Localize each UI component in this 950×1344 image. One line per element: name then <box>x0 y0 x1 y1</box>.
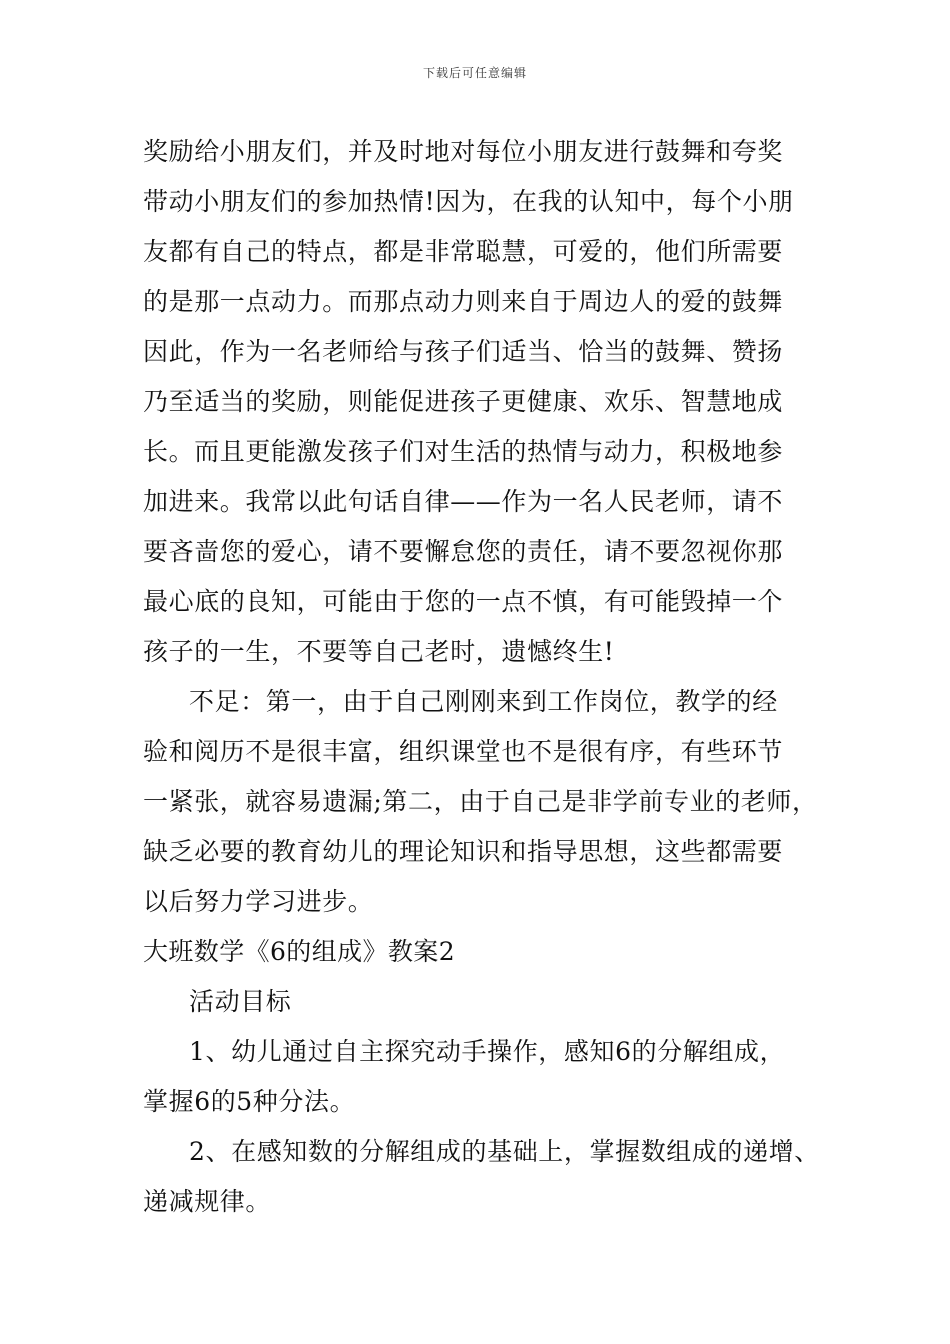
subheading-activity-goals: 活动目标 <box>189 987 292 1016</box>
paragraph-line: 不足：第一，由于自己刚刚来到工作岗位，教学的经 <box>189 687 778 716</box>
paragraph-line: 因此，作为一名老师给与孩子们适当、恰当的鼓舞、赞扬 <box>143 337 784 366</box>
paragraph-line: 加进来。我常以此句话自律——作为一名人民老师，请不 <box>143 487 784 516</box>
paragraph-line: 以后努力学习进步。 <box>143 887 374 916</box>
paragraph-line: 的是那一点动力。而那点动力则来自于周边人的爱的鼓舞 <box>143 287 784 316</box>
paragraph-line: 带动小朋友们的参加热情!因为，在我的认知中，每个小朋 <box>143 187 794 216</box>
paragraph-line: 要吝啬您的爱心，请不要懈怠您的责任，请不要忽视你那 <box>143 537 784 566</box>
paragraph-line: 一紧张，就容易遗漏;第二，由于自己是非学前专业的老师， <box>143 787 818 816</box>
paragraph-line: 长。而且更能激发孩子们对生活的热情与动力，积极地参 <box>143 437 784 466</box>
document-body <box>143 127 823 1227</box>
paragraph-line: 掌握6的5种分法。 <box>143 1087 356 1116</box>
paragraph-line: 验和阅历不是很丰富，组织课堂也不是很有序，有些环节 <box>143 737 784 766</box>
paragraph-line: 1、幼儿通过自主探究动手操作，感知6的分解组成， <box>189 1037 786 1066</box>
paragraph-line: 递减规律。 <box>143 1187 272 1216</box>
paragraph-line: 最心底的良知，可能由于您的一点不慎，有可能毁掉一个 <box>143 587 784 616</box>
section-heading: 大班数学《6的组成》教案2 <box>143 937 456 966</box>
paragraph-line: 乃至适当的奖励，则能促进孩子更健康、欢乐、智慧地成 <box>143 387 784 416</box>
paragraph-line: 孩子的一生，不要等自己老时，遗憾终生! <box>143 637 615 666</box>
paragraph-line: 友都有自己的特点，都是非常聪慧，可爱的，他们所需要 <box>143 237 784 266</box>
paragraph-line: 奖励给小朋友们，并及时地对每位小朋友进行鼓舞和夸奖 <box>143 137 784 166</box>
paragraph-line: 2、在感知数的分解组成的基础上，掌握数组成的递增、 <box>189 1137 820 1166</box>
page-header: 下载后可任意编辑 <box>422 66 527 80</box>
paragraph-line: 缺乏必要的教育幼儿的理论知识和指导思想，这些都需要 <box>143 837 784 866</box>
